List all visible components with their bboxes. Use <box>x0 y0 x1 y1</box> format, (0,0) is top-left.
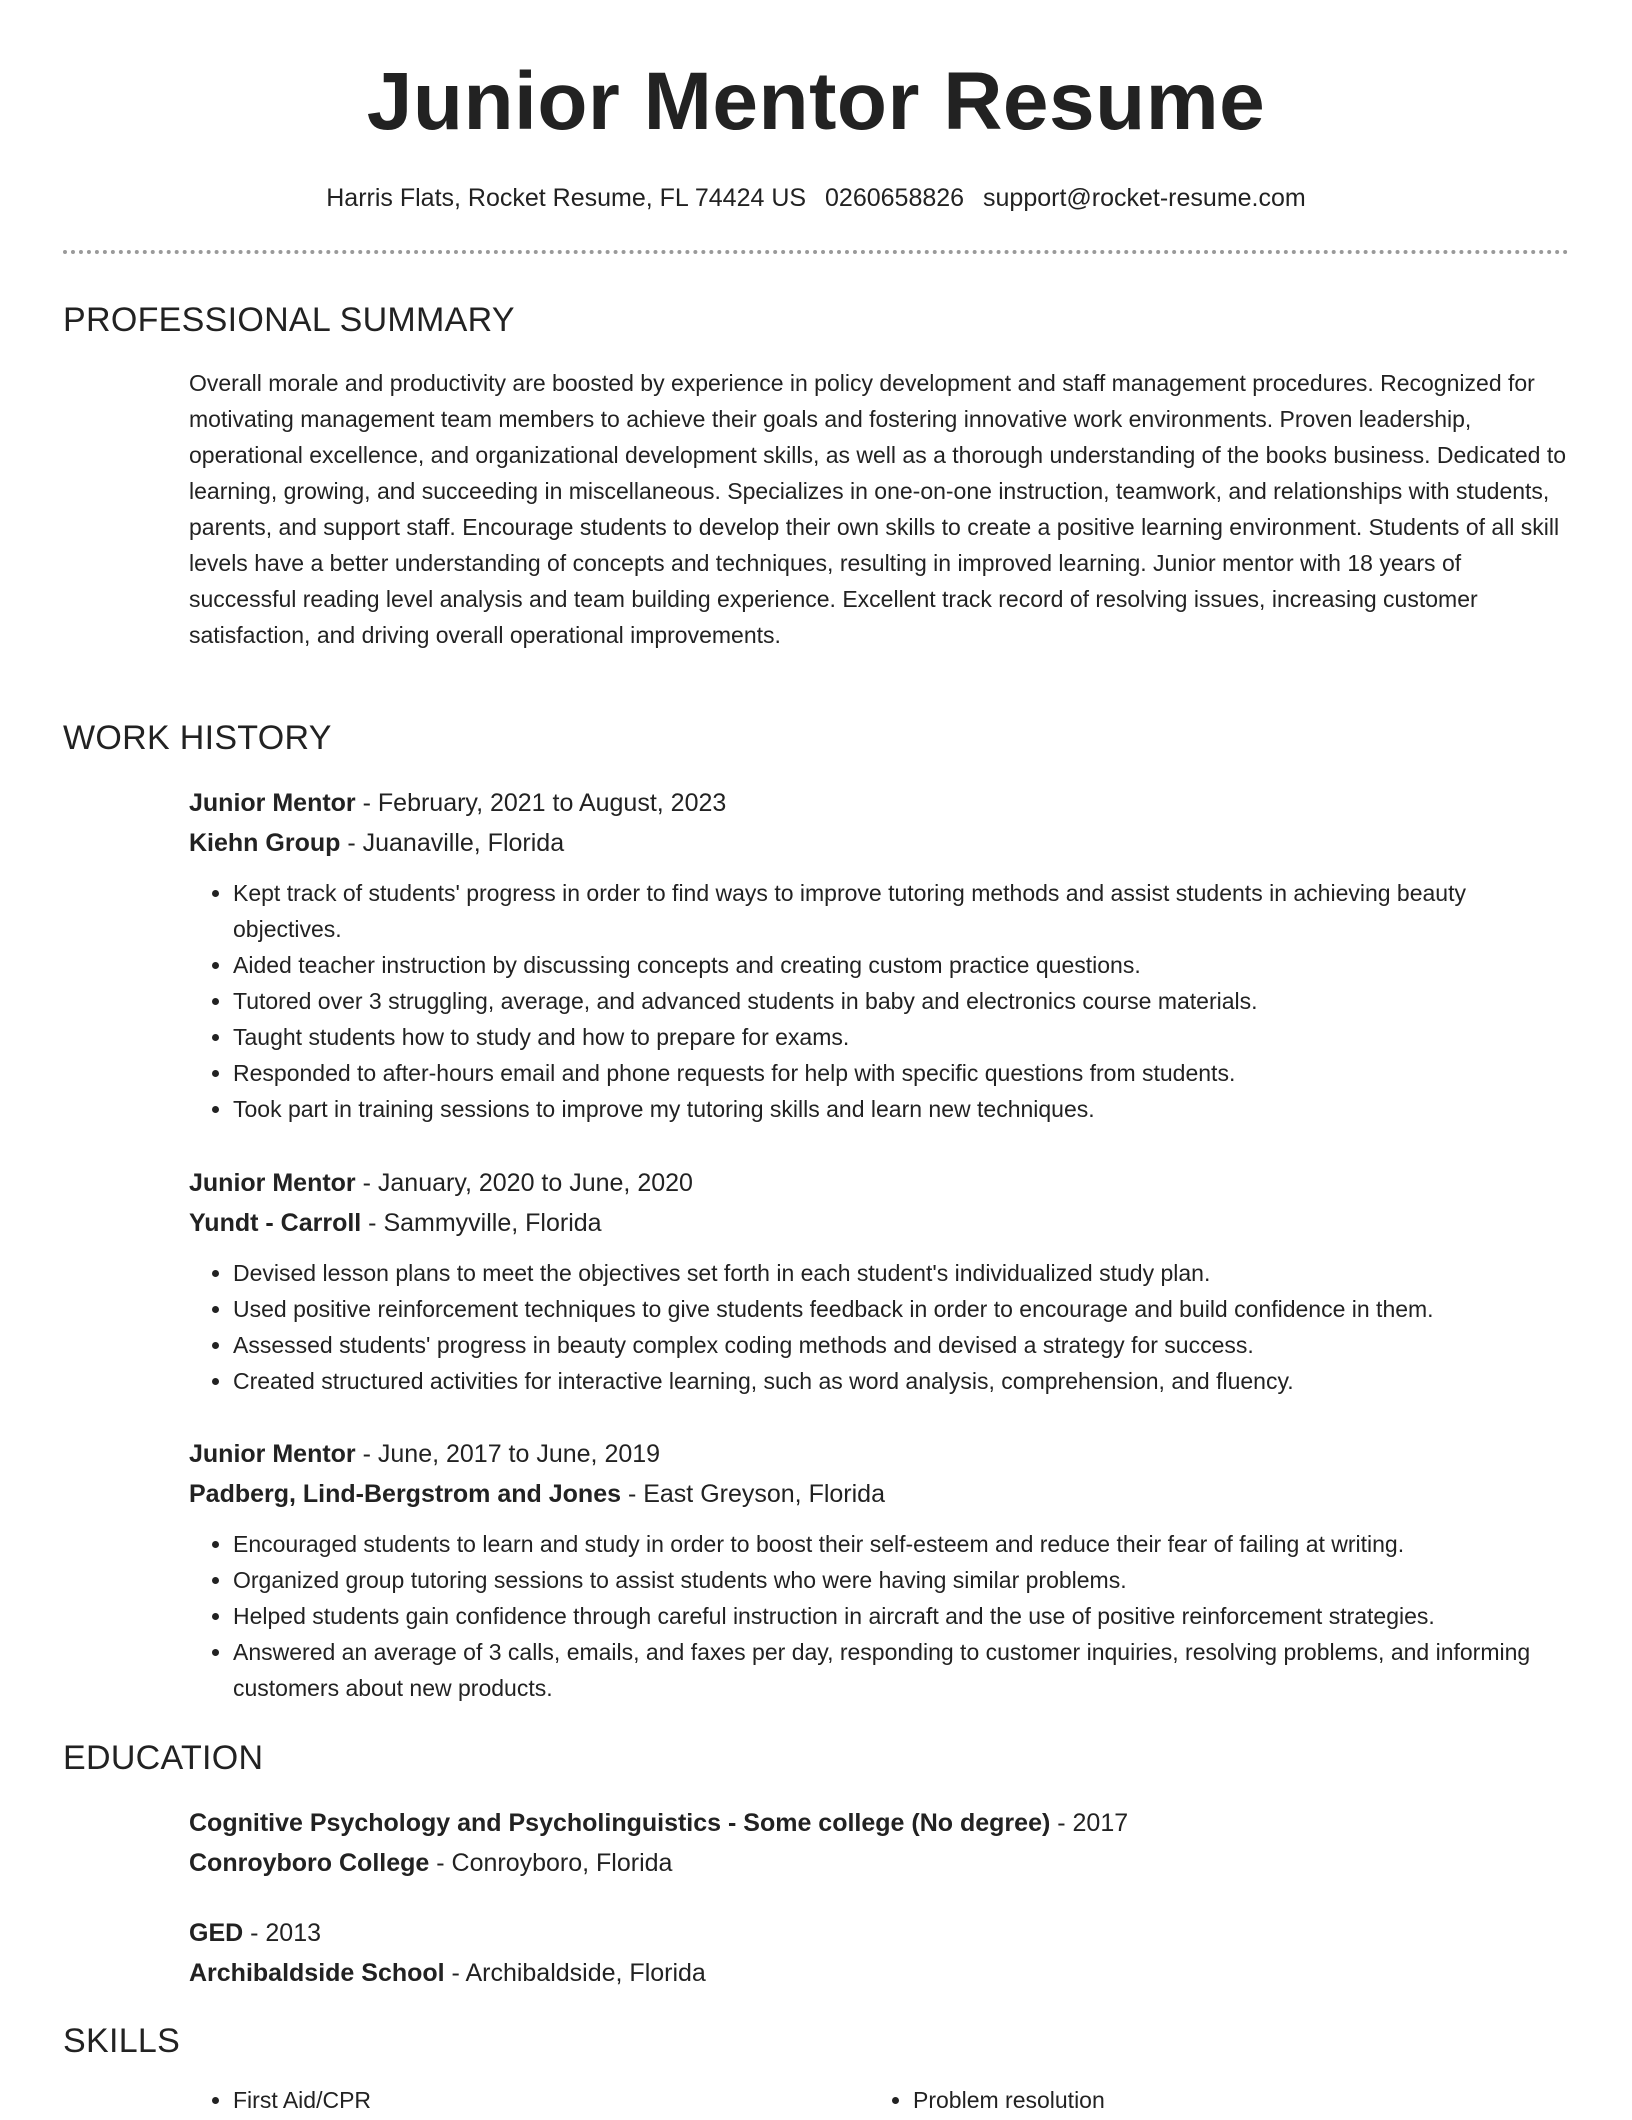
skills-list <box>189 2080 1569 2120</box>
job-company-line <box>189 823 1569 863</box>
job-dates: - June, 2017 to June, 2019 <box>355 1440 661 1468</box>
job-bullets <box>189 875 1569 1127</box>
list-item: • Used positive reinforcement techniques to give students feedback in order to encourage and build confidence in them. <box>233 1291 1569 1327</box>
list-item: • Devised lesson plans to meet the objectives set forth in each student's individualized study plan. <box>233 1255 1569 1291</box>
list-item: • Took part in training sessions to improve my tutoring skills and learn new techniques. <box>233 1091 1569 1127</box>
job-title: Junior Mentor <box>189 1440 356 1468</box>
job-title-line <box>189 1434 1569 1474</box>
education-degree-line <box>189 1803 1569 1843</box>
job-company-line <box>189 1203 1569 1243</box>
education-school: Archibaldside School <box>189 1959 445 1987</box>
education-location: - Archibaldside, Florida <box>444 1959 706 1987</box>
list-item: • Created structured activities for interactive learning, such as word analysis, comprehension, and fluency. <box>233 1363 1569 1399</box>
job-entry <box>189 1434 1569 1706</box>
education-school-line <box>189 1843 1569 1883</box>
education-location: - Conroyboro, Florida <box>429 1849 673 1877</box>
job-company: Yundt - Carroll <box>189 1209 362 1237</box>
job-entry <box>189 783 1569 1127</box>
skill-item: • Problem resolution <box>913 2080 1593 2120</box>
job-bullets <box>189 1526 1569 1706</box>
job-title-line <box>189 1163 1569 1203</box>
education-year: - 2013 <box>243 1919 322 1947</box>
contact-phone: 0260658826 <box>825 184 965 212</box>
education-entry <box>189 1803 1569 1883</box>
list-item: • Helped students gain confidence through careful instruction in aircraft and the use of positive reinforcement strategies. <box>233 1598 1569 1634</box>
education-school: Conroyboro College <box>189 1849 430 1877</box>
list-item: • Kept track of students' progress in order to find ways to improve tutoring methods and assist students in achieving beauty objectives. <box>233 875 1569 947</box>
list-item: • Encouraged students to learn and study in order to boost their self-esteem and reduce their fear of failing at writing. <box>233 1526 1569 1562</box>
contact-address: Harris Flats, Rocket Resume, FL 74424 US <box>326 184 807 212</box>
list-item: • Taught students how to study and how to prepare for exams. <box>233 1019 1569 1055</box>
education-degree: Cognitive Psychology and Psycholinguistics - Some college (No degree) <box>189 1809 1051 1837</box>
job-company: Kiehn Group <box>189 829 341 857</box>
education-school-line <box>189 1953 1569 1993</box>
job-location: - East Greyson, Florida <box>621 1480 885 1508</box>
list-item: • Assessed students' progress in beauty complex coding methods and devised a strategy for success. <box>233 1327 1569 1363</box>
job-title: Junior Mentor <box>189 1169 356 1197</box>
job-bullets <box>189 1255 1569 1399</box>
section-title-skills: SKILLS <box>63 2022 181 2060</box>
section-title-work: WORK HISTORY <box>63 719 332 757</box>
list-item: • Responded to after-hours email and phone requests for help with specific questions from students. <box>233 1055 1569 1091</box>
education-year: - 2017 <box>1050 1809 1129 1837</box>
contact-line <box>0 182 1632 214</box>
job-entry <box>189 1163 1569 1399</box>
job-location: - Juanaville, Florida <box>340 829 565 857</box>
skill-item: • First Aid/CPR <box>233 2080 913 2120</box>
job-title: Junior Mentor <box>189 789 356 817</box>
education-entry <box>189 1913 1569 1993</box>
resume-title: Junior Mentor Resume <box>366 56 1266 147</box>
summary-text: Overall morale and productivity are boosted by experience in policy development and staff management procedures. Recognized for motivating management team members to achieve their goals and fostering innovative work environments. Proven leadership, operational excellence, and organizational development skills, as well as a thorough understanding of the books business. Dedicated to learning, growing, and succeeding in miscellaneous. Specializes in one-on-one instruction, teamwork, and relationships with students, parents, and support staff. Encourage students to develop their own skills to create a positive learning environment. Students of all skill levels have a better understanding of concepts and techniques, resulting in improved learning. Junior mentor with 18 years of successful reading level analysis and team building experience. Excellent track record of resolving issues, increasing customer satisfaction, and driving overall operational improvements. <box>189 370 1567 648</box>
job-dates: - January, 2020 to June, 2020 <box>355 1169 693 1197</box>
education-degree-line <box>189 1913 1569 1953</box>
job-company: Padberg, Lind-Bergstrom and Jones <box>189 1480 622 1508</box>
section-title-education: EDUCATION <box>63 1739 264 1777</box>
job-title-line <box>189 783 1569 823</box>
job-company-line <box>189 1474 1569 1514</box>
list-item: • Tutored over 3 struggling, average, and advanced students in baby and electronics course materials. <box>233 983 1569 1019</box>
job-dates: - February, 2021 to August, 2023 <box>355 789 727 817</box>
section-title-summary: PROFESSIONAL SUMMARY <box>63 301 515 339</box>
list-item: • Organized group tutoring sessions to assist students who were having similar problems. <box>233 1562 1569 1598</box>
list-item: • Aided teacher instruction by discussing concepts and creating custom practice questions. <box>233 947 1569 983</box>
job-location: - Sammyville, Florida <box>361 1209 602 1237</box>
education-degree: GED <box>189 1919 244 1947</box>
contact-email: support@rocket-resume.com <box>983 184 1306 212</box>
header-divider <box>63 250 1569 254</box>
list-item: • Answered an average of 3 calls, emails, and faxes per day, responding to customer inquiries, resolving problems, and informing customers about new products. <box>233 1634 1569 1706</box>
